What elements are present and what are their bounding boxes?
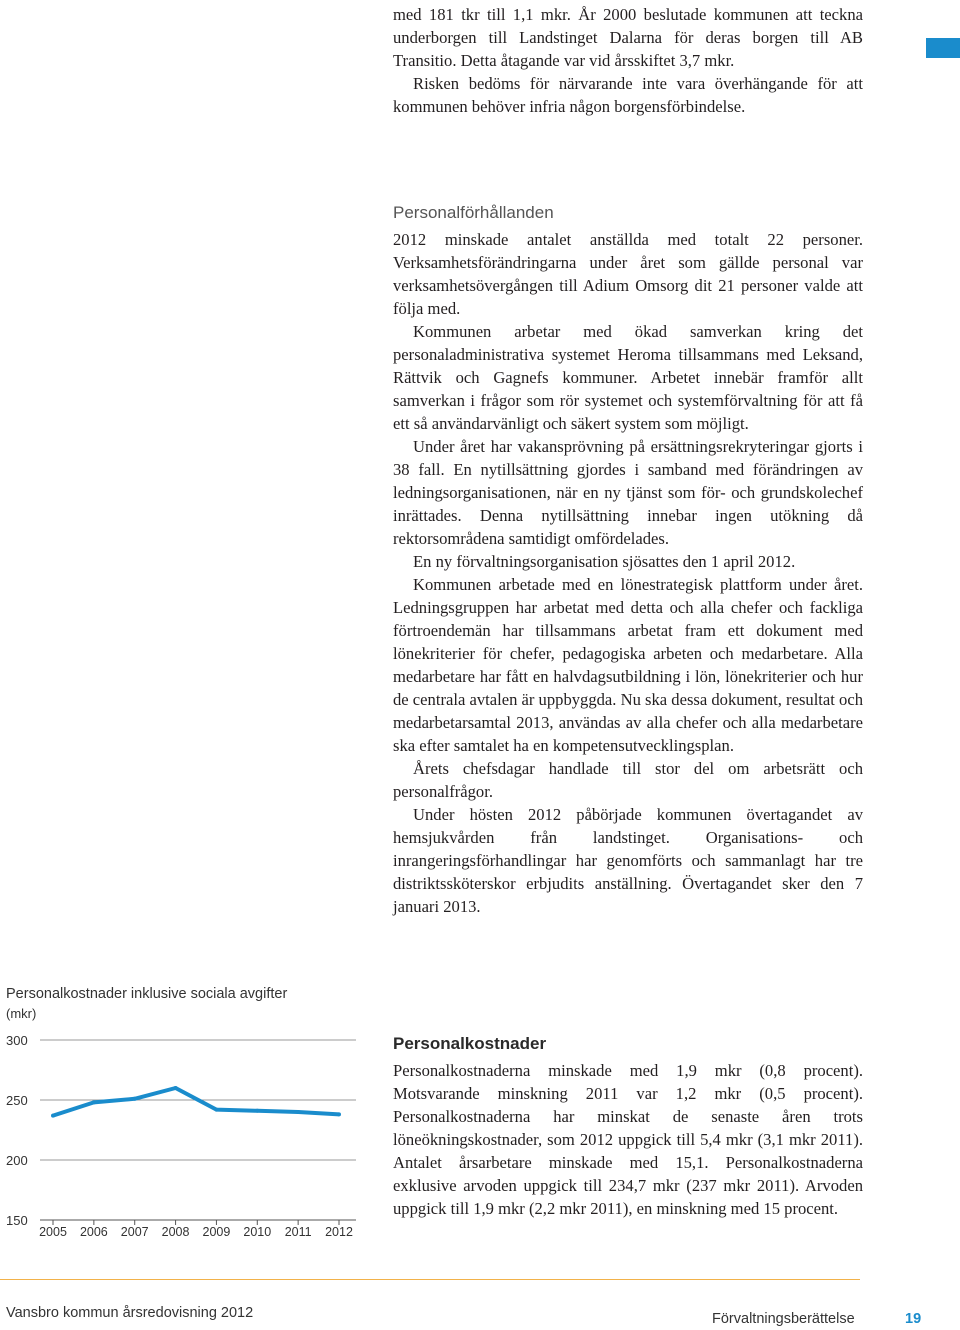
y-tick-label: 150 xyxy=(6,1213,28,1228)
x-tick-label: 2012 xyxy=(325,1225,353,1239)
data-point xyxy=(214,1108,218,1112)
data-point xyxy=(92,1100,96,1104)
footer-section-name: Förvaltningsberättelse xyxy=(712,1311,855,1327)
personal-heading: Personalförhållanden xyxy=(393,203,554,222)
x-tick-label: 2011 xyxy=(284,1225,312,1239)
personal-paragraph: Under året har vakansprövning på ersättningsrekryteringar gjorts i 38 fall. En nytillsättning gjordes i samband med förändringen av ledningsorganisationen, när en ny tjänst som för- och grundskolechef inrättades. Denna nytillsättning innebar ingen utökning då rektorsområdena samtidigt omfördelades. xyxy=(393,437,863,548)
top-paragraph-2: Risken bedöms för närvarande inte vara överhängande för att kommunen behöver infria någon borgensförbindelse. xyxy=(393,74,863,116)
x-tick-label: 2007 xyxy=(120,1225,149,1239)
section-tab-marker xyxy=(926,38,960,58)
cost-heading: Personalkostnader xyxy=(393,1034,547,1053)
data-point xyxy=(337,1112,341,1116)
page-number: 19 xyxy=(905,1311,922,1327)
cost-paragraph: Personalkostnaderna minskade med 1,9 mkr (0,8 procent). Motsvarande minskning 2011 var 1,2 mkr (0,5 procent). Personalkostnaderna har minskat de senaste åren trots löneökningskostnader, som 2012 uppgick till 5,4 mkr (3,1 mkr 2011). Antalet årsarbetare minskade med 15,1. Personalkostnaderna exklusive arvoden uppgick till 234,7 mkr (237 mkr 2011). Arvoden uppgick till 1,9 mkr (2,2 mkr 2011), en minskning med 15 procent. xyxy=(393,1061,863,1218)
personal-section xyxy=(393,203,863,918)
top-text-block xyxy=(393,3,863,118)
data-point xyxy=(255,1109,259,1113)
y-tick-label: 250 xyxy=(6,1093,28,1108)
series-line xyxy=(53,1088,339,1116)
top-paragraph-1: med 181 tkr till 1,1 mkr. År 2000 beslutade kommunen att teckna underborgen till Landstinget Dalarna för deras borgen till AB Transitio. Detta åtagande var vid årsskiftet 3,7 mkr. xyxy=(393,5,863,70)
data-point xyxy=(174,1086,178,1090)
footer-report-title: Vansbro kommun årsredovisning 2012 xyxy=(6,1305,254,1321)
x-tick-label: 2010 xyxy=(243,1225,272,1239)
x-tick-label: 2009 xyxy=(202,1225,231,1239)
data-point xyxy=(133,1097,137,1101)
chart-title: Personalkostnader inklusive sociala avgifter xyxy=(6,986,288,1002)
personal-paragraph: En ny förvaltningsorganisation sjösattes den 1 april 2012. xyxy=(413,552,796,571)
footer-rule xyxy=(0,1279,860,1280)
y-tick-label: 300 xyxy=(6,1036,28,1048)
personal-paragraph: Kommunen arbetade med en lönestrategisk plattform under året. Ledningsgruppen har arbetat med detta och alla chefer och fackliga förtroendemän har tillsammans arbetat fram ett dokument med lönekriterier för chefer, pedagogiska arbeten och medarbetare. Alla medarbetare har fått en halvdagsutbildning i lön, lönekriterier och hur de centrala avtalen är uppbyggda. Nu ska dessa dokument, resultat och medarbetarsamtal 2013, användas av alla chefer och alla medarbetare ska efter samtalet ha en kompetensutvecklingsplan. xyxy=(393,575,863,755)
y-tick-label: 200 xyxy=(6,1153,28,1168)
chart-unit: (mkr) xyxy=(6,1006,37,1021)
personnel-cost-chart xyxy=(6,986,358,1256)
personal-paragraph: Under hösten 2012 påbörjade kommunen övertagandet av hemsjukvården från landstinget. Organisations- och inrangeringsförhandlingar har genomförts och sammanlagt har tre distriktssköterskor erbjudits anställning. Övertagandet sker den 7 januari 2013. xyxy=(393,805,863,916)
x-tick-label: 2008 xyxy=(161,1225,190,1239)
cost-section xyxy=(393,1034,863,1220)
personal-paragraph: Kommunen arbetar med ökad samverkan kring det personaladministrativa systemet Heroma tillsammans med Leksand, Rättvik och Gagnefs kommuner. Arbetet innebär framför allt samverkan i frågor som rör systemet och systemförvaltning för att få ett så användarvänligt och säkert system som möjligt. xyxy=(393,322,863,433)
personal-paragraph: 2012 minskade antalet anställda med totalt 22 personer. Verksamhetsförändringarna under året som gällde personal var verksamhetsövergången till Adium Omsorg dit 21 personer valde att följa med. xyxy=(393,230,863,318)
data-point xyxy=(51,1114,55,1118)
data-point xyxy=(296,1110,300,1114)
chart-plot xyxy=(6,1036,358,1256)
x-tick-label: 2005 xyxy=(39,1225,67,1239)
x-tick-label: 2006 xyxy=(79,1225,108,1239)
personal-paragraph: Årets chefsdagar handlade till stor del om arbetsrätt och personalfrågor. xyxy=(393,759,863,801)
